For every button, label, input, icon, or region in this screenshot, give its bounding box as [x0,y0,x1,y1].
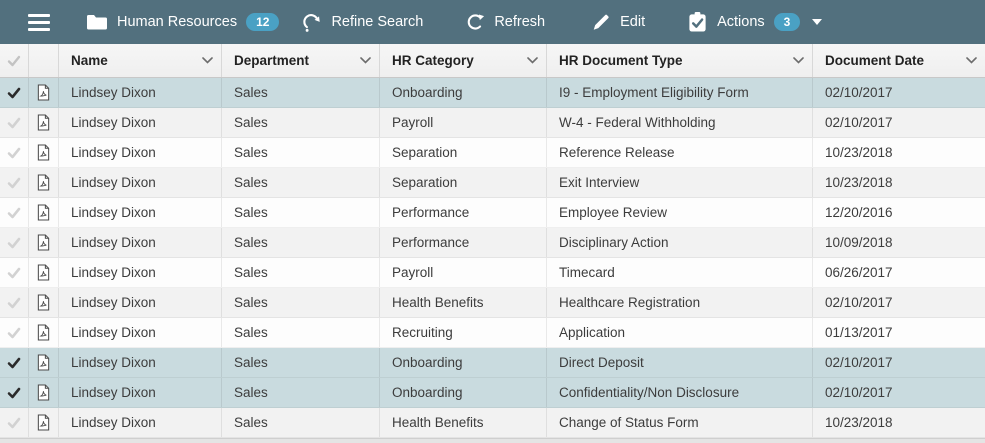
cell-name: Lindsey Dixon [59,138,222,167]
cell-department: Sales [222,348,380,377]
pencil-icon [591,12,611,32]
column-header-hr-document-type[interactable] [547,44,813,77]
actions-label: Actions [717,14,765,30]
pdf-document-button[interactable] [29,168,59,197]
row-select-checkbox[interactable] [0,348,29,377]
edit-label: Edit [620,14,646,30]
check-icon [7,55,21,67]
menu-button[interactable] [28,14,50,31]
table-row[interactable] [0,288,985,318]
cell-hr-document-type: Healthcare Registration [547,288,813,317]
row-select-checkbox[interactable] [0,138,29,167]
cell-name: Lindsey Dixon [59,378,222,407]
cell-name: Lindsey Dixon [59,228,222,257]
pdf-file-icon [36,234,51,251]
cell-hr-document-type: Exit Interview [547,168,813,197]
check-icon [7,177,21,189]
cell-hr-document-type: Employee Review [547,198,813,227]
column-label: HR Document Type [559,53,683,68]
cell-hr-document-type: Reference Release [547,138,813,167]
cell-department: Sales [222,108,380,137]
pdf-file-icon [36,354,51,371]
column-label: HR Category [392,53,474,68]
refresh-label: Refresh [494,14,546,30]
row-select-checkbox[interactable] [0,78,29,107]
cell-department: Sales [222,288,380,317]
cell-document-date: 02/10/2017 [825,295,893,310]
cell-document-date: 10/09/2018 [825,235,893,250]
pdf-file-icon [36,204,51,221]
column-label: Document Date [825,53,925,68]
cell-hr-document-type: Confidentiality/Non Disclosure [547,378,813,407]
pdf-document-button[interactable] [29,198,59,227]
cell-department: Sales [222,78,380,107]
pdf-document-button[interactable] [29,378,59,407]
cell-department: Sales [222,228,380,257]
cell-name: Lindsey Dixon [59,318,222,347]
refresh-icon [465,12,485,32]
cell-hr-document-type: I9 - Employment Eligibility Form [547,78,813,107]
pdf-document-button[interactable] [29,258,59,287]
cell-hr-category: Recruiting [380,318,547,347]
pdf-document-button[interactable] [29,78,59,107]
cell-name: Lindsey Dixon [59,258,222,287]
pdf-file-icon [36,174,51,191]
cell-hr-category: Onboarding [380,348,547,377]
table-row[interactable] [0,108,985,138]
pdf-file-icon [36,144,51,161]
check-icon [7,147,21,159]
check-icon [7,87,21,99]
cell-hr-document-type: Timecard [547,258,813,287]
cell-department: Sales [222,168,380,197]
row-select-checkbox[interactable] [0,228,29,257]
table-row[interactable] [0,198,985,228]
folder-icon [86,13,108,31]
chevron-down-icon[interactable] [966,57,977,64]
cell-document-date: 12/20/2016 [825,205,893,220]
pdf-file-icon [36,324,51,341]
chevron-down-icon[interactable] [527,57,538,64]
row-select-checkbox[interactable] [0,258,29,287]
cell-name: Lindsey Dixon [59,348,222,377]
cell-department: Sales [222,378,380,407]
cell-document-date: 02/10/2017 [825,115,893,130]
row-select-checkbox[interactable] [0,198,29,227]
table-row[interactable] [0,138,985,168]
cell-department: Sales [222,198,380,227]
cell-name: Lindsey Dixon [59,198,222,227]
document-table [0,44,985,438]
pdf-file-icon [36,114,51,131]
refine-search-icon [301,12,322,33]
cell-hr-category: Performance [380,228,547,257]
column-label: Department [234,53,310,68]
pdf-document-button[interactable] [29,108,59,137]
column-header-department[interactable] [222,44,380,77]
cell-name: Lindsey Dixon [59,108,222,137]
cell-name: Lindsey Dixon [59,288,222,317]
pdf-document-button[interactable] [29,318,59,347]
cell-department: Sales [222,408,380,437]
cell-document-date: 10/23/2018 [825,145,893,160]
pdf-document-button[interactable] [29,228,59,257]
select-all-header[interactable] [0,44,29,77]
hamburger-icon [28,14,50,17]
cell-hr-document-type: Change of Status Form [547,408,813,437]
check-icon [7,387,21,399]
row-select-checkbox[interactable] [0,288,29,317]
check-icon [7,417,21,429]
cell-hr-category: Performance [380,198,547,227]
cell-department: Sales [222,258,380,287]
refresh-button[interactable] [465,12,545,32]
check-icon [7,327,21,339]
cell-hr-category: Separation [380,138,547,167]
actions-button[interactable] [687,11,822,33]
check-icon [7,207,21,219]
cell-hr-category: Separation [380,168,547,197]
cell-hr-category: Health Benefits [380,408,547,437]
row-select-checkbox[interactable] [0,168,29,197]
cell-hr-category: Payroll [380,108,547,137]
refine-search-button[interactable] [301,12,423,33]
check-icon [7,267,21,279]
cell-document-date: 02/10/2017 [825,355,893,370]
pdf-file-icon [36,294,51,311]
cell-document-date: 01/13/2017 [825,325,893,340]
pdf-file-icon [36,264,51,281]
edit-button[interactable] [591,12,645,32]
file-type-header [29,44,59,77]
table-row[interactable] [0,78,985,108]
chevron-down-icon[interactable] [793,57,804,64]
cell-hr-document-type: Direct Deposit [547,348,813,377]
cell-hr-category: Onboarding [380,378,547,407]
cell-department: Sales [222,318,380,347]
cell-document-date: 02/10/2017 [825,85,893,100]
cell-name: Lindsey Dixon [59,78,222,107]
cell-document-date: 10/23/2018 [825,415,893,430]
cell-name: Lindsey Dixon [59,168,222,197]
cell-document-date: 06/26/2017 [825,265,893,280]
pdf-document-button[interactable] [29,408,59,437]
table-header [0,44,985,78]
cell-hr-document-type: W-4 - Federal Withholding [547,108,813,137]
pdf-document-button[interactable] [29,288,59,317]
cell-document-date: 02/10/2017 [825,385,893,400]
table-row[interactable] [0,168,985,198]
cell-name: Lindsey Dixon [59,408,222,437]
clipboard-check-icon [687,11,708,33]
row-select-checkbox[interactable] [0,378,29,407]
cell-hr-category: Health Benefits [380,288,547,317]
table-row[interactable] [0,258,985,288]
check-icon [7,357,21,369]
chevron-down-icon[interactable] [360,57,371,64]
table-row[interactable] [0,318,985,348]
folder-count-badge: 12 [246,13,279,31]
table-row[interactable] [0,378,985,408]
cell-hr-category: Payroll [380,258,547,287]
column-header-hr-category[interactable] [380,44,547,77]
pdf-document-button[interactable] [29,138,59,167]
pdf-file-icon [36,84,51,101]
cell-department: Sales [222,138,380,167]
table-row[interactable] [0,228,985,258]
table-body [0,78,985,438]
check-icon [7,237,21,249]
row-select-checkbox[interactable] [0,108,29,137]
current-folder-button[interactable] [86,13,279,31]
cell-hr-category: Onboarding [380,78,547,107]
cell-hr-document-type: Disciplinary Action [547,228,813,257]
table-row[interactable] [0,408,985,438]
pdf-file-icon [36,384,51,401]
column-header-name[interactable] [59,44,222,77]
cell-document-date: 10/23/2018 [825,175,893,190]
chevron-down-icon[interactable] [202,57,213,64]
bottom-strip [0,438,985,443]
current-folder-label: Human Resources [117,14,238,30]
column-label: Name [71,53,108,68]
row-select-checkbox[interactable] [0,408,29,437]
chevron-down-icon [812,19,822,25]
pdf-document-button[interactable] [29,348,59,377]
check-icon [7,117,21,129]
actions-count-badge: 3 [774,13,801,31]
column-header-document-date[interactable] [813,44,985,77]
refine-search-label: Refine Search [331,14,424,30]
toolbar [0,0,985,44]
pdf-file-icon [36,414,51,431]
row-select-checkbox[interactable] [0,318,29,347]
table-row[interactable] [0,348,985,378]
cell-hr-document-type: Application [547,318,813,347]
check-icon [7,297,21,309]
